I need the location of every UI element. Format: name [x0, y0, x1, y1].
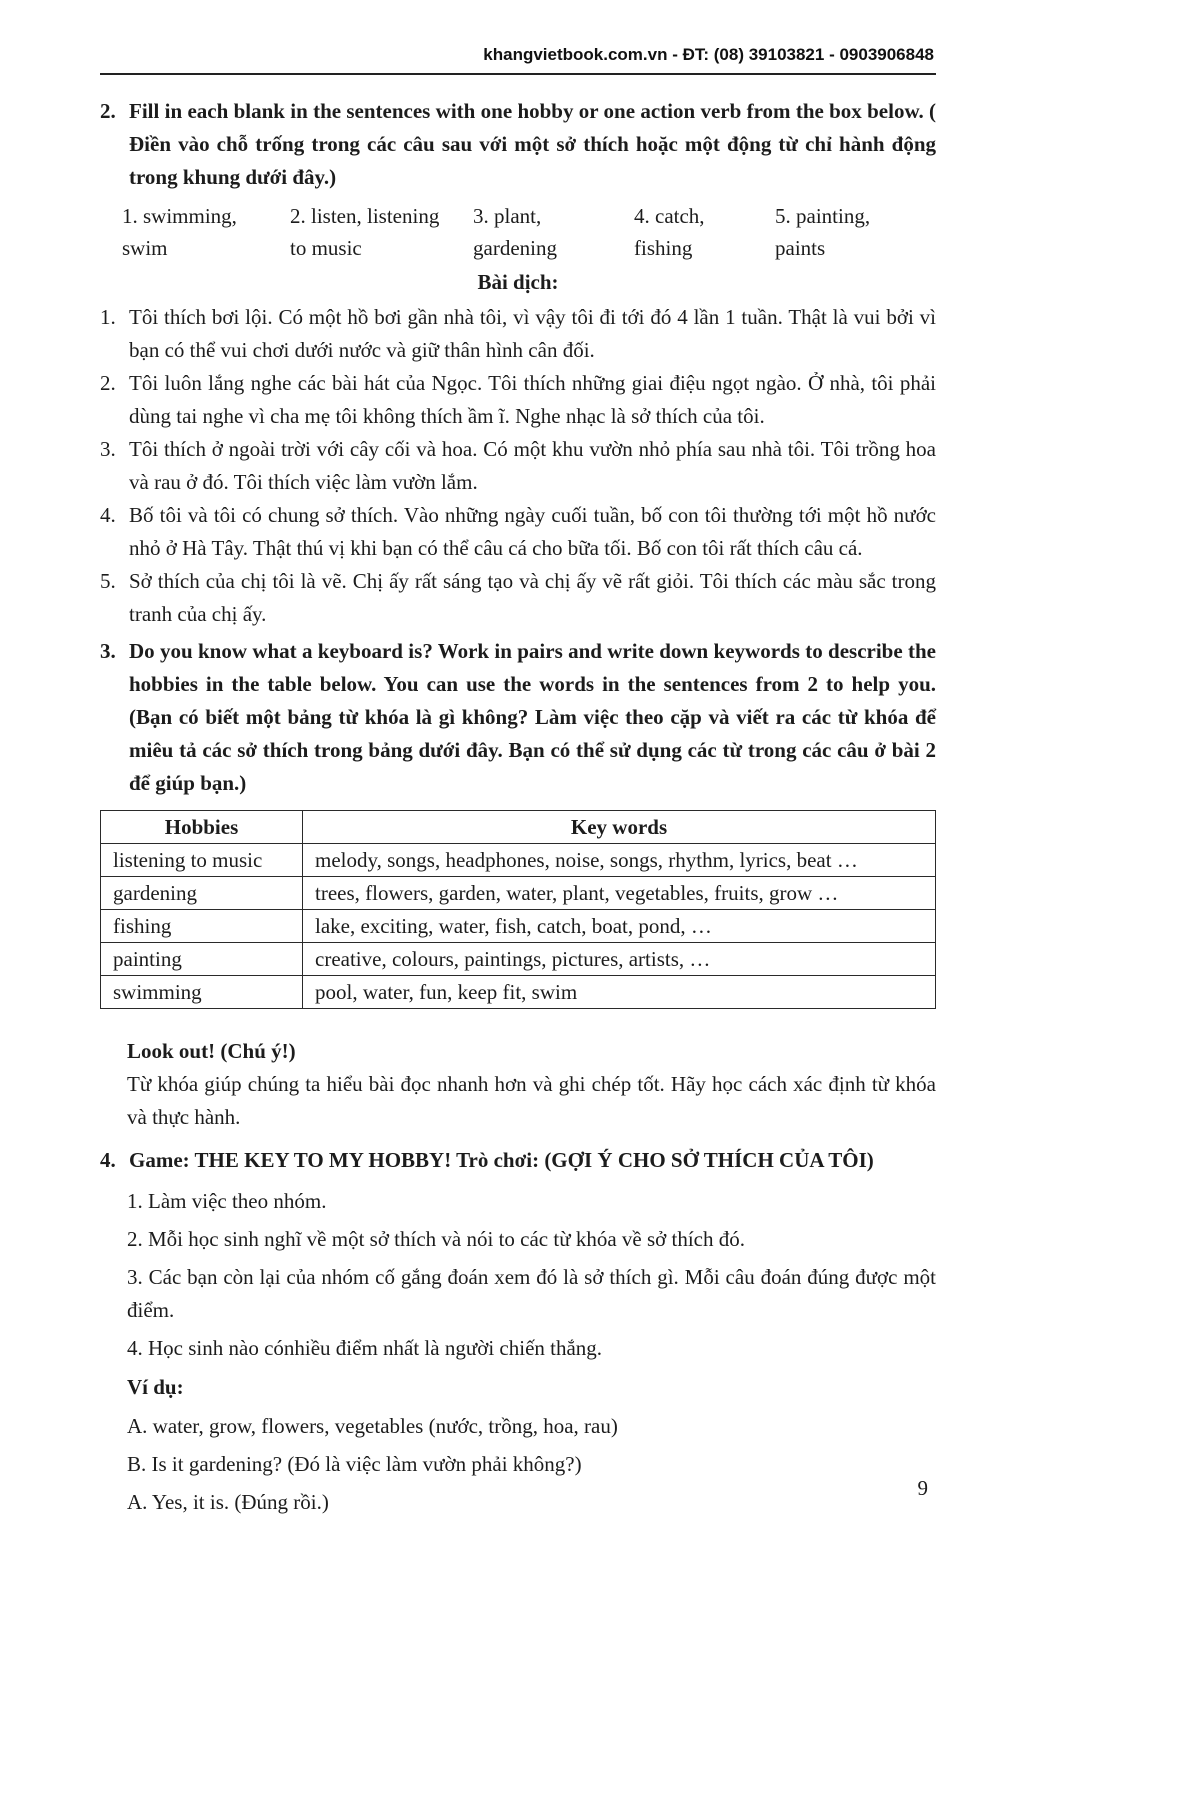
translation-item-text: Tôi thích bơi lội. Có một hồ bơi gần nhà tôi, vì vậy tôi đi tới đó 4 lần 1 tuần. Thật là vui bởi vì bạn có thể vui chơi dưới nước và giữ thân hình cân đối.: [129, 305, 936, 362]
translation-item-text: Bố tôi và tôi có chung sở thích. Vào những ngày cuối tuần, bố con tôi thường tới một hồ nước nhỏ ở Hà Tây. Thật thú vị khi bạn có thể câu cá cho bữa tối. Bố con tôi rất thích câu cá.: [129, 503, 936, 560]
word-box-item-line2: swim: [122, 236, 168, 260]
translation-item: [100, 301, 936, 367]
column-header-hobbies: Hobbies: [101, 811, 303, 844]
section-4-number: 4.: [100, 1148, 116, 1172]
translation-item-number: 3.: [100, 437, 116, 461]
word-box-item: [122, 200, 290, 264]
translation-item: [100, 565, 936, 631]
translation-item-text: Tôi luôn lắng nghe các bài hát của Ngọc. Tôi thích những giai điệu ngọt ngào. Ở nhà, tôi phải dùng tai nghe vì cha mẹ tôi không thích ầm ĩ. Nghe nhạc là sở thích của tôi.: [129, 371, 936, 428]
table-row: [101, 877, 936, 910]
example-line: A. water, grow, flowers, vegetables (nước, trồng, hoa, rau): [127, 1414, 618, 1438]
keywords-cell: pool, water, fun, keep fit, swim: [303, 976, 936, 1009]
section-4-heading-text: Game: THE KEY TO MY HOBBY! Trò chơi: (GỢI Ý CHO SỞ THÍCH CỦA TÔI): [129, 1148, 874, 1172]
hobby-cell: swimming: [101, 976, 303, 1009]
game-step: 1. Làm việc theo nhóm.: [127, 1189, 327, 1213]
table-row: [101, 943, 936, 976]
translation-item-number: 5.: [100, 569, 116, 593]
keywords-cell: creative, colours, paintings, pictures, artists, …: [303, 943, 936, 976]
example-line: B. Is it gardening? (Đó là việc làm vườn phải không?): [127, 1452, 582, 1476]
hobby-cell: painting: [101, 943, 303, 976]
word-box-item-line1: 5. painting,: [775, 204, 871, 228]
word-box-item-line1: 3. plant,: [473, 204, 542, 228]
hobby-cell: listening to music: [101, 844, 303, 877]
hobby-cell: fishing: [101, 910, 303, 943]
page-number: 9: [917, 1476, 928, 1500]
translation-item: [100, 367, 936, 433]
page-header: [100, 44, 936, 66]
section-2-number: 2.: [100, 99, 116, 123]
word-box-item-line2: paints: [775, 236, 826, 260]
translation-item: [100, 433, 936, 499]
header-divider: [100, 73, 936, 75]
example-title: Ví dụ:: [127, 1375, 184, 1399]
keywords-cell: lake, exciting, water, fish, catch, boat, pond, …: [303, 910, 936, 943]
section-3: [100, 635, 936, 1009]
table-row: [101, 976, 936, 1009]
word-box-item-line2: gardening: [473, 236, 557, 260]
hobby-cell: gardening: [101, 877, 303, 910]
section-4: [100, 1144, 936, 1519]
translation-item-number: 2.: [100, 371, 116, 395]
translation-item-number: 4.: [100, 503, 116, 527]
section-3-heading: [100, 635, 936, 800]
word-box-item: [634, 200, 775, 264]
word-box-item-line2: to music: [290, 236, 362, 260]
translation-item-text: Sở thích của chị tôi là vẽ. Chị ấy rất sáng tạo và chị ấy vẽ rất giỏi. Tôi thích các màu sắc trong tranh của chị ấy.: [129, 569, 936, 626]
lookout-title: Look out! (Chú ý!): [127, 1039, 296, 1063]
game-step: 3. Các bạn còn lại của nhóm cố gắng đoán xem đó là sở thích gì. Mỗi câu đoán đúng được một điểm.: [127, 1265, 936, 1322]
column-header-keywords: Key words: [303, 811, 936, 844]
section-2: [100, 95, 936, 631]
translation-item: [100, 499, 936, 565]
section-4-heading: [100, 1144, 936, 1177]
document-page: [100, 44, 936, 1524]
word-box-item: [775, 200, 935, 264]
translation-list: [100, 301, 936, 631]
word-box-item-line1: 2. listen, listening: [290, 204, 440, 228]
word-box-item: [290, 200, 473, 264]
table-row: [101, 844, 936, 877]
word-box-item: [473, 200, 634, 264]
word-box: [122, 200, 936, 264]
word-box-item-line1: 4. catch,: [634, 204, 705, 228]
section-3-number: 3.: [100, 639, 116, 663]
hobbies-table: [100, 810, 936, 1009]
table-row: [101, 910, 936, 943]
lookout-block: [127, 1035, 936, 1134]
word-box-item-line1: 1. swimming,: [122, 204, 237, 228]
example-line: A. Yes, it is. (Đúng rồi.): [127, 1490, 329, 1514]
keywords-cell: melody, songs, headphones, noise, songs, rhythm, lyrics, beat …: [303, 844, 936, 877]
table-header-row: [101, 811, 936, 844]
header-contact-text: khangvietbook.com.vn - ĐT: (08) 39103821 - 0903906848: [483, 45, 934, 64]
game-step: 4. Học sinh nào cónhiều điểm nhất là người chiến thắng.: [127, 1336, 603, 1360]
translation-item-text: Tôi thích ở ngoài trời với cây cối và hoa. Có một khu vườn nhỏ phía sau nhà tôi. Tôi trồng hoa và rau ở đó. Tôi thích việc làm vườn lắm.: [129, 437, 936, 494]
lookout-text: Từ khóa giúp chúng ta hiểu bài đọc nhanh hơn và ghi chép tốt. Hãy học cách xác định từ khóa và thực hành.: [127, 1072, 936, 1129]
game-instructions: [127, 1185, 936, 1519]
section-3-heading-text: Do you know what a keyboard is? Work in pairs and write down keywords to describe the hobbies in the table below. You can use the words in the sentences from 2 to help you. (Bạn có biết một bảng từ khóa là gì không? Làm việc theo cặp và viết ra các từ khóa để miêu tả các sở thích trong bảng dưới đây. Bạn có thể sử dụng các từ trong các câu ở bài 2 để giúp bạn.): [129, 639, 936, 795]
section-2-heading: [100, 95, 936, 194]
word-box-item-line2: fishing: [634, 236, 693, 260]
translation-title: Bài dịch:: [477, 270, 559, 294]
game-step: 2. Mỗi học sinh nghĩ về một sở thích và nói to các từ khóa về sở thích đó.: [127, 1227, 746, 1251]
translation-item-number: 1.: [100, 305, 116, 329]
keywords-cell: trees, flowers, garden, water, plant, vegetables, fruits, grow …: [303, 877, 936, 910]
section-2-heading-text: Fill in each blank in the sentences with one hobby or one action verb from the box below. ( Điền vào chỗ trống trong các câu sau với một sở thích hoặc một động từ chỉ hành động trong khung dưới đây.): [129, 99, 936, 189]
